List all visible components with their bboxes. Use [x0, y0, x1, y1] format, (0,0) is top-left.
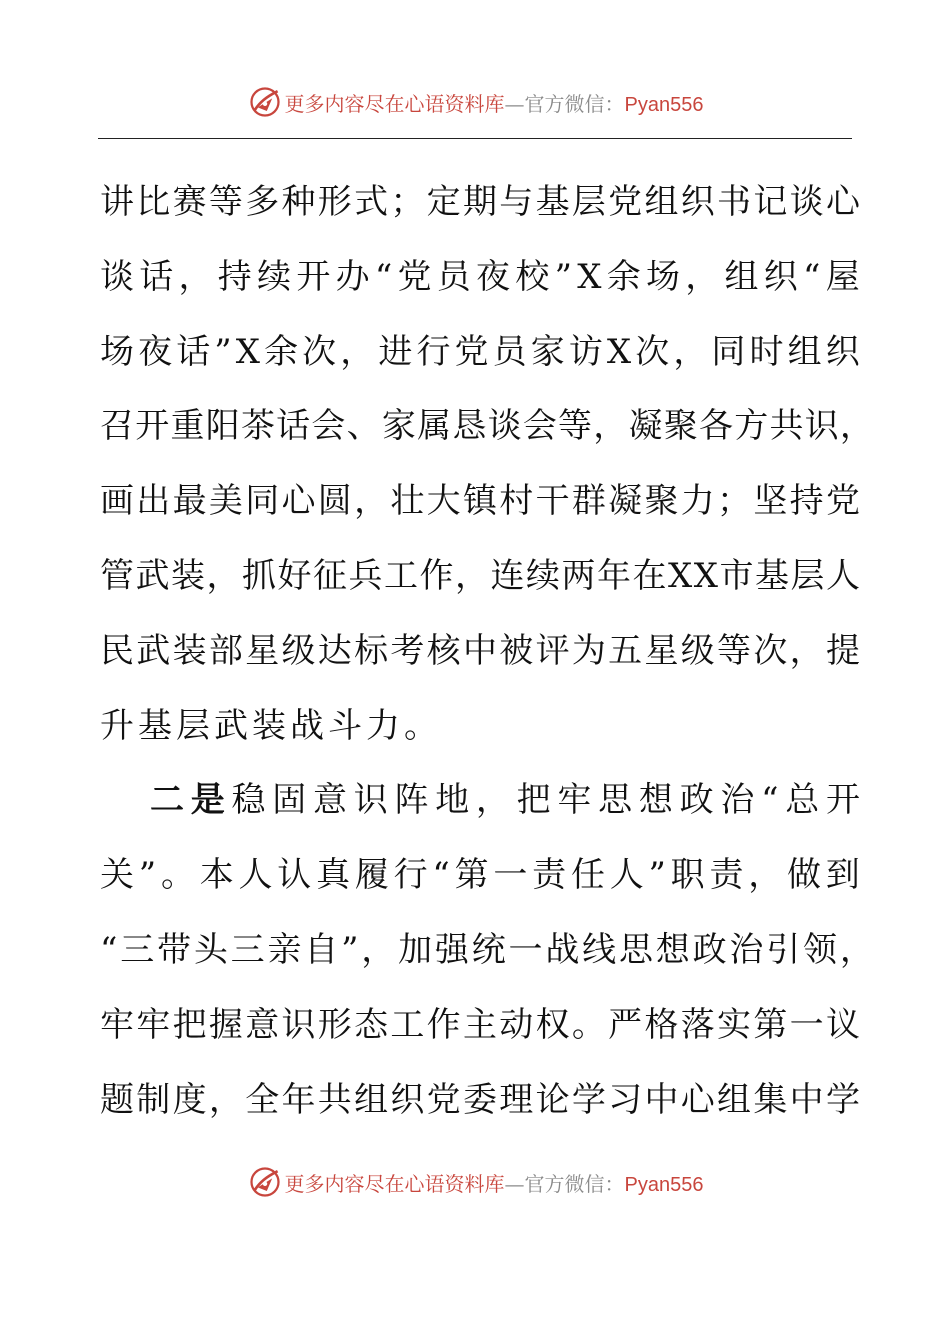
header-banner-main: 更多内容尽在心语资料库: [284, 91, 505, 116]
logo-icon: [247, 84, 283, 120]
body-line: 题 制 度 ， 全 年 共 组 织 党 委 理 论 学 习 中 心 组 集 中 学: [100, 1079, 860, 1120]
logo-icon: [247, 1164, 283, 1200]
body-line: 谈 话 ， 持 续 开 办 “ 党 员 夜 校 ” X 余 场 ， 组 织 “ 屋: [100, 256, 860, 297]
footer-banner-text: [285, 1168, 704, 1197]
body-line: 关 ” 。 本 人 认 真 履 行 “ 第 一 责 任 人 ” 职 责 ， 做 到: [100, 855, 860, 896]
header-banner-id: Pyan556: [624, 93, 704, 116]
body-line: 牢 牢 把 握 意 识 形 态 工 作 主 动 权 。 严 格 落 实 第 一 议: [100, 1004, 860, 1045]
body-line: 管 武 装 ， 抓 好 征 兵 工 作 ， 连 续 两 年 在 X X 市 基 层 人: [100, 555, 860, 596]
document-body: [100, 172, 874, 1144]
footer-banner-main: 更多内容尽在心语资料库: [284, 1171, 505, 1196]
header-banner-sep: —: [504, 91, 525, 116]
footer-banner: [0, 1160, 950, 1204]
footer-banner-sub: 官方微信：: [524, 1171, 625, 1196]
header-banner-text: [285, 88, 704, 117]
footer-banner-id: Pyan556: [624, 1173, 704, 1196]
header-banner-sub: 官方微信：: [524, 91, 625, 116]
header-banner: [0, 80, 950, 124]
paragraph-2-first-line: [100, 770, 860, 845]
paragraph-2-first-text: 稳固意识阵地，把牢思想政治“总开: [231, 780, 860, 821]
body-line: 民 武 装 部 星 级 达 标 考 核 中 被 评 为 五 星 级 等 次 ， 提: [100, 630, 860, 671]
body-line: 讲 比 赛 等 多 种 形 式 ； 定 期 与 基 层 党 组 织 书 记 谈 心: [100, 182, 860, 222]
footer-banner-sep: —: [504, 1171, 525, 1196]
body-line: 场 夜 话 ” X 余 次 ， 进 行 党 员 家 访 X 次 ， 同 时 组 织: [100, 331, 860, 372]
header-divider: [98, 138, 852, 139]
body-line: 画 出 最 美 同 心 圆 ， 壮 大 镇 村 干 群 凝 聚 力 ； 坚 持 党: [100, 481, 860, 522]
body-line-last: 升基层武装战斗力。: [100, 705, 442, 746]
body-line: “ 三 带 头 三 亲 自 ” ， 加 强 统 一 战 线 思 想 政 治 引 领 ，: [100, 929, 874, 970]
body-line: 召 开 重 阳 茶 话 会 、 家 属 恳 谈 会 等 ， 凝 聚 各 方 共 识 ，: [100, 406, 874, 447]
paragraph-2-lead: 二是: [150, 780, 232, 821]
